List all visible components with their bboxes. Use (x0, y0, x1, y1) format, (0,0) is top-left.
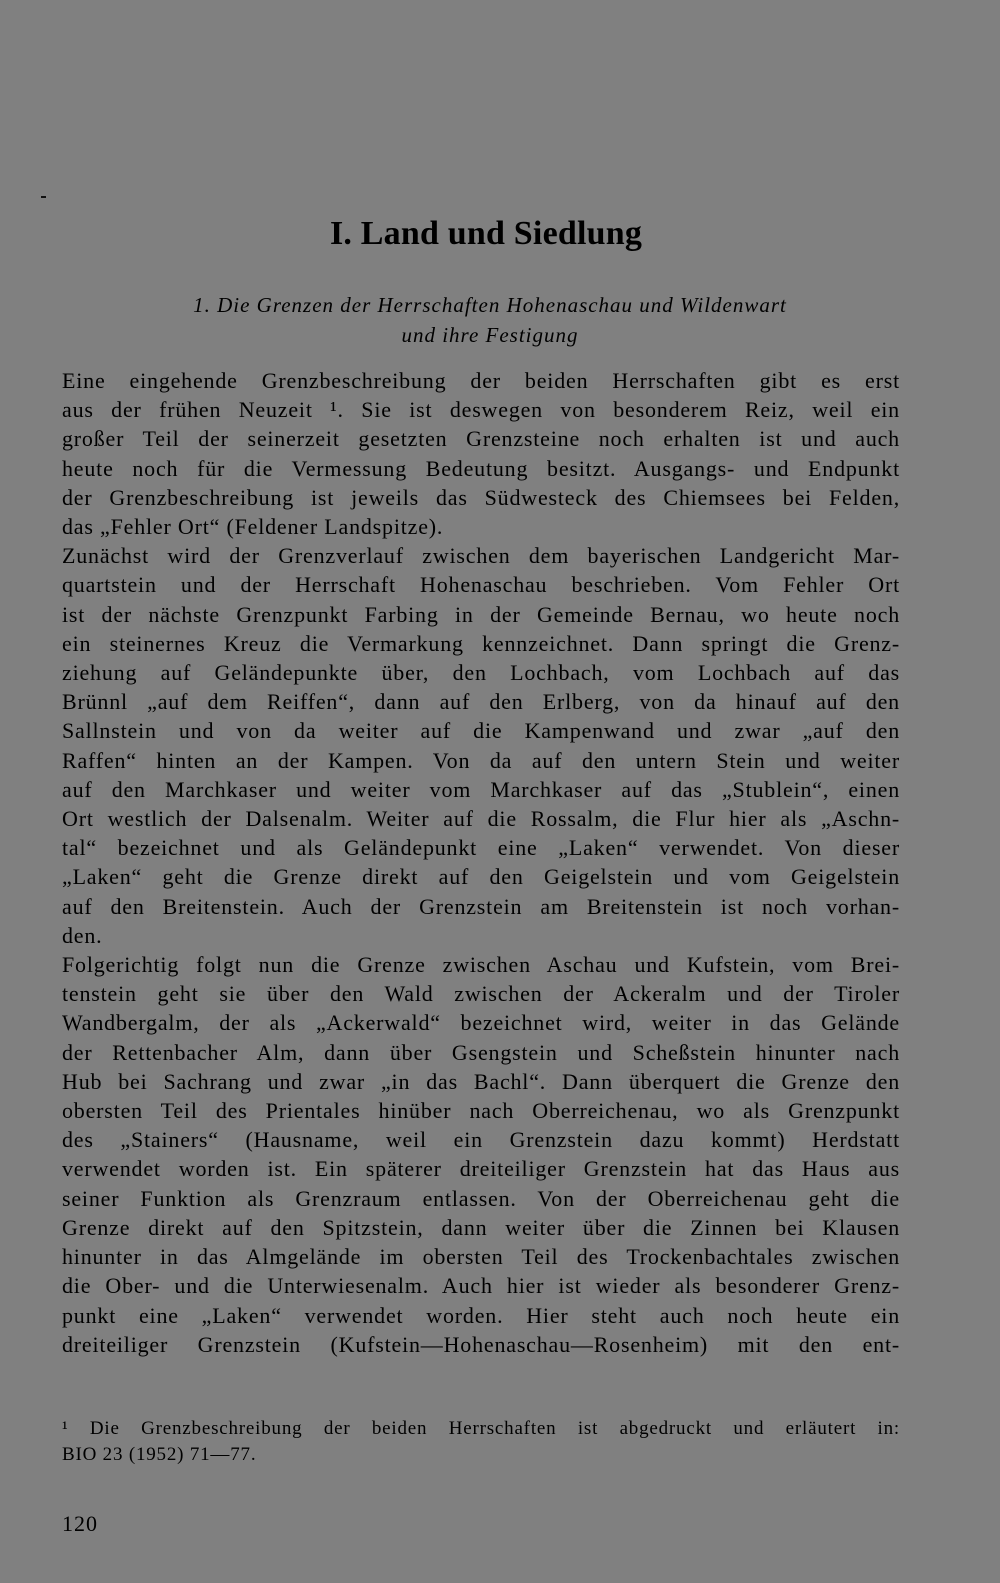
text-line: heute noch für die Vermessung Bedeutung besitzt. Ausgangs- und Endpunkt (62, 455, 900, 481)
chapter-title: I. Land und Siedlung (329, 215, 643, 252)
text-line: Brünnl „auf dem Reiffen“, dann auf den Erlberg, von da hinauf auf den (62, 689, 900, 715)
paragraph (62, 366, 900, 541)
section-heading-line: und ihre Festigung (401, 323, 579, 347)
body-text (62, 366, 900, 1359)
text-line: tal“ bezeichnet und als Geländepunkt eine „Laken“ verwendet. Von dieser (62, 835, 900, 861)
text-line: der Rettenbacher Alm, dann über Gsengstein und Scheßstein hinunter nach (62, 1039, 900, 1065)
footnote-line: ¹ Die Grenzbeschreibung der beiden Herrschaften ist abgedruckt und erläutert in: (62, 1418, 900, 1439)
text-line: Raffen“ hinten an der Kampen. Von da auf den untern Stein und weiter (62, 747, 900, 773)
text-line: tenstein geht sie über den Wald zwischen der Ackeralm und der Tiroler (62, 981, 900, 1007)
text-line: des „Stainers“ (Hausname, weil ein Grenzstein dazu kommt) Herdstatt (62, 1127, 900, 1153)
text-line: hinunter in das Almgelände im obersten Teil des Trockenbachtales zwischen (62, 1244, 900, 1270)
text-line: „Laken“ geht die Grenze direkt auf den Geigelstein und vom Geigelstein (62, 864, 900, 890)
text-line: Folgerichtig folgt nun die Grenze zwischen Aschau und Kufstein, vom Brei- (62, 952, 900, 978)
text-line: Ort westlich der Dalsenalm. Weiter auf die Rossalm, die Flur hier als „Aschn- (62, 806, 900, 832)
text-line: ist der nächste Grenzpunkt Farbing in der Gemeinde Bernau, wo heute noch (62, 601, 900, 627)
text-line: großer Teil der seinerzeit gesetzten Grenzsteine noch erhalten ist und auch (62, 426, 900, 452)
footnote-line: BIO 23 (1952) 71—77. (62, 1444, 257, 1465)
text-line: obersten Teil des Prientales hinüber nach Oberreichenau, wo als Grenzpunkt (62, 1098, 900, 1124)
text-line: dreiteiliger Grenzstein (Kufstein—Hohenaschau—Rosenheim) mit den ent- (62, 1331, 900, 1357)
section-heading-line: 1. Die Grenzen der Herrschaften Hohenaschau und Wildenwart (193, 293, 787, 317)
page-number: 120 (62, 1511, 98, 1536)
text-line: punkt eine „Laken“ verwendet worden. Hier steht auch noch heute ein (62, 1302, 900, 1328)
paragraph (62, 950, 900, 1359)
text-line: Sallnstein und von da weiter auf die Kampenwand und zwar „auf den (62, 718, 900, 744)
text-line: ein steinernes Kreuz die Vermarkung kennzeichnet. Dann springt die Grenz- (62, 630, 900, 656)
scan-speck (41, 196, 46, 198)
text-line: der Grenzbeschreibung ist jeweils das Südwesteck des Chiemsees bei Felden, (62, 484, 900, 510)
text-line: Grenze direkt auf den Spitzstein, dann weiter über die Zinnen bei Klausen (62, 1214, 900, 1240)
paragraph (62, 541, 900, 950)
text-line: Zunächst wird der Grenzverlauf zwischen dem bayerischen Landgericht Mar- (62, 543, 900, 569)
text-line: auf den Breitenstein. Auch der Grenzstein am Breitenstein ist noch vorhan- (62, 893, 900, 919)
text-line: aus der frühen Neuzeit ¹. Sie ist deswegen von besonderem Reiz, weil ein (62, 397, 900, 423)
text-line: Hub bei Sachrang und zwar „in das Bachl“. Dann überquert die Grenze den (62, 1068, 900, 1094)
text-line: das „Fehler Ort“ (Feldener Landspitze). (62, 514, 444, 540)
text-line: auf den Marchkaser und weiter vom Marchkaser auf das „Stublein“, einen (62, 776, 900, 802)
text-line: seiner Funktion als Grenzraum entlassen. Von der Oberreichenau geht die (62, 1185, 900, 1211)
footnote (62, 1416, 900, 1468)
text-line: die Ober- und die Unterwiesenalm. Auch hier ist wieder als besonderer Grenz- (62, 1273, 900, 1299)
text-line: quartstein und der Herrschaft Hohenaschau beschrieben. Vom Fehler Ort (62, 572, 900, 598)
section-heading (120, 290, 860, 350)
text-line: den. (62, 922, 103, 948)
text-line: verwendet worden ist. Ein späterer dreiteiliger Grenzstein hat das Haus aus (62, 1156, 900, 1182)
text-line: ziehung auf Geländepunkte über, den Lochbach, vom Lochbach auf das (62, 660, 900, 686)
text-line: Eine eingehende Grenzbeschreibung der beiden Herrschaften gibt es erst (62, 368, 900, 393)
text-line: Wandbergalm, der als „Ackerwald“ bezeichnet wird, weiter in das Gelände (62, 1010, 900, 1036)
